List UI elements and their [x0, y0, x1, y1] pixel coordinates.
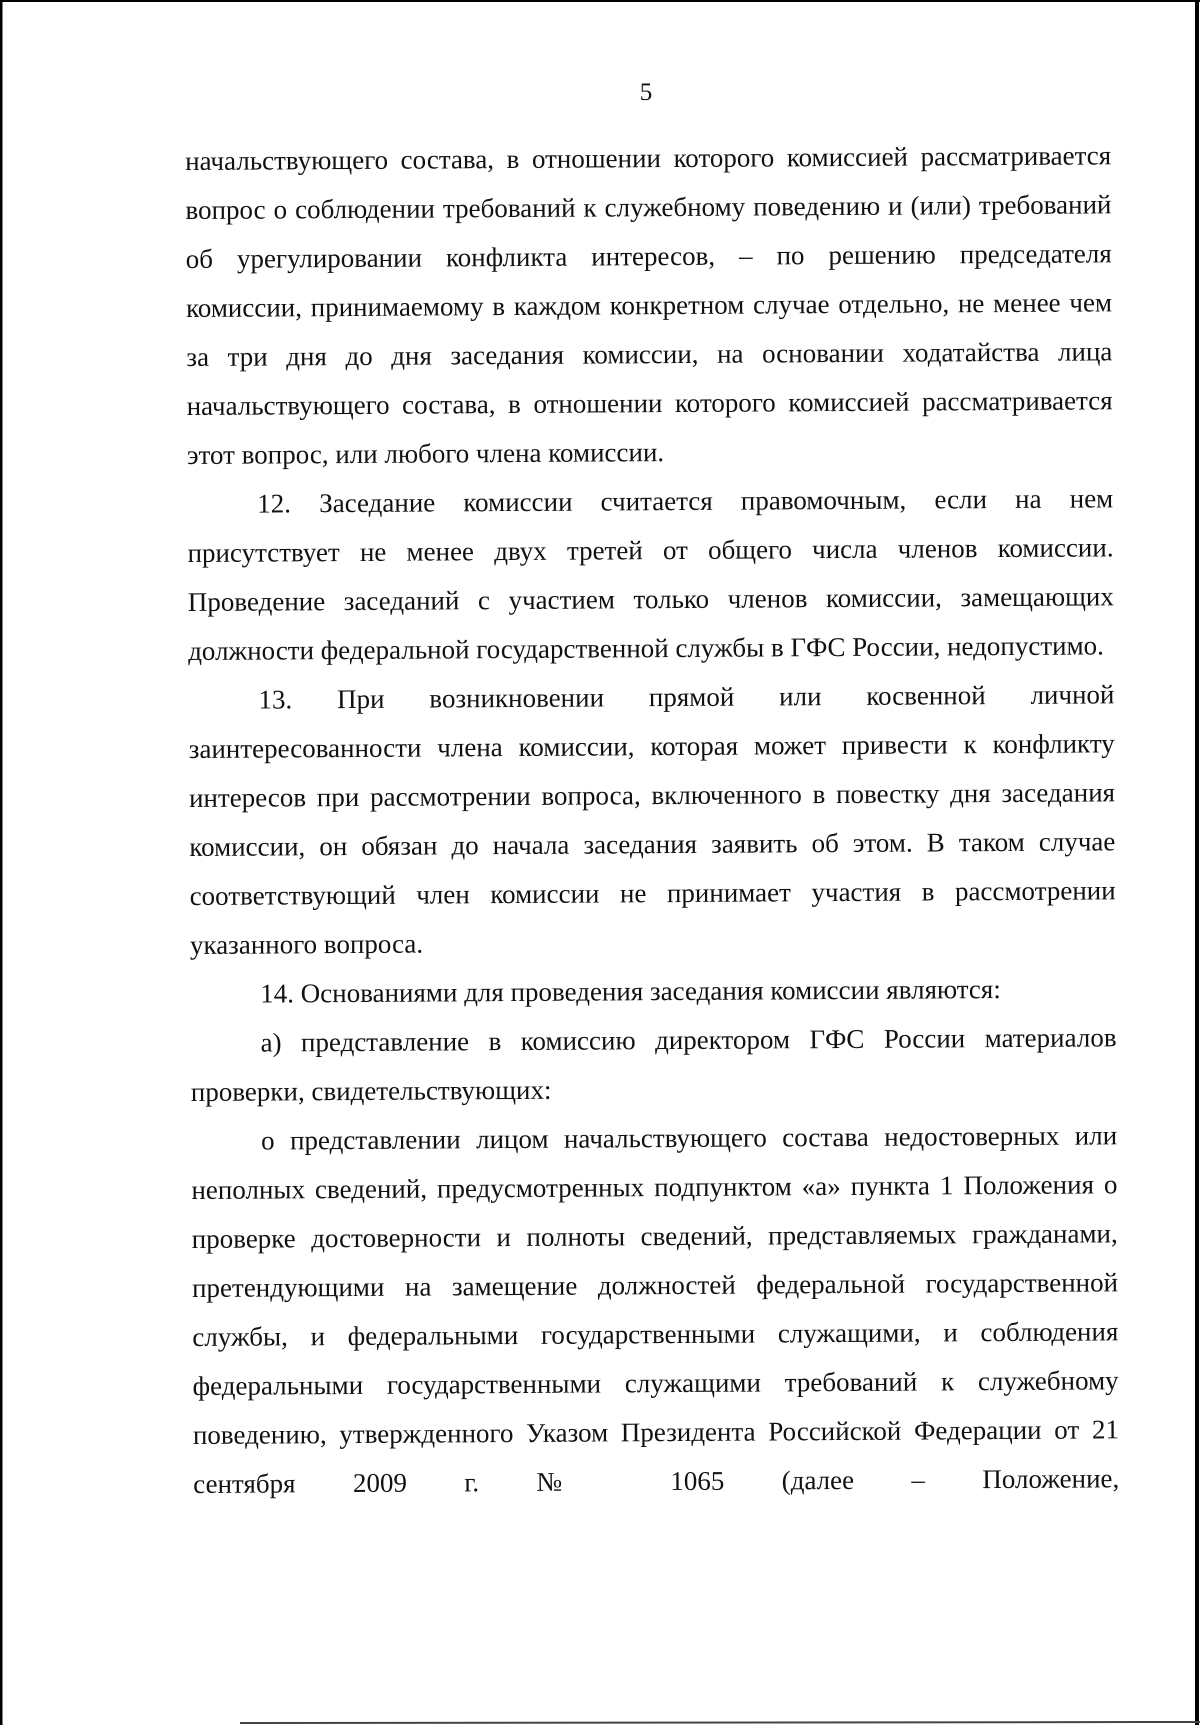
paragraph-14a: а) представление в комиссию директором ГФС России материалов проверки, свидетельствующих:	[190, 1022, 1117, 1107]
paragraph-13: 13. При возникновении прямой или косвенной личной заинтересованности члена комиссии, которая может привести к конфликту интересов при рассмотрении вопроса, включенного в повестку дня заседания комиссии, он обязан до начала заседания заявить об этом. В таком случае соответствующий член комиссии не принимает участия в рассмотрении указанного вопроса.	[188, 679, 1116, 960]
document-body	[185, 131, 1119, 1509]
paragraph-14: 14. Основаниями для проведения заседания комиссии являются:	[260, 974, 1001, 1009]
page-number: 5	[639, 79, 653, 106]
paragraph-12: 12. Заседание комиссии считается правомочным, если на нем присутствует не менее двух третей от общего числа членов комиссии. Проведение заседаний с участием только членов комиссии, замещающих должности федеральной государственной службы в ГФС России, недопустимо.	[187, 483, 1114, 666]
paragraph-continuation: начальствующего состава, в отношении которого комиссией рассматривается вопрос о соблюдении требований к служебному поведению и (или) требований об урегулировании конфликта интересов, – по решению председателя комиссии, принимаемому в каждом конкретном случае отдельно, не менее чем за три дня до дня заседания комиссии, на основании ходатайства лица начальствующего состава, в отношении которого комиссией рассматривается этот вопрос, или любого члена комиссии.	[185, 140, 1113, 470]
paragraph-14a-item: о представлении лицом начальствующего состава недостоверных или неполных сведений, предусмотренных подпунктом «а» пункта 1 Положения о проверке достоверности и полноты сведений, представляемых гражданами, претендующими на замещение должностей федеральной государственной службы, и федеральными государственными служащими, и соблюдения федеральными государственными служащими требований к служебному поведению, утвержденного Указом Президента Российской Федерации от 21 сентября 2009 г. № 1065 (далее – Положение,	[191, 1120, 1120, 1499]
